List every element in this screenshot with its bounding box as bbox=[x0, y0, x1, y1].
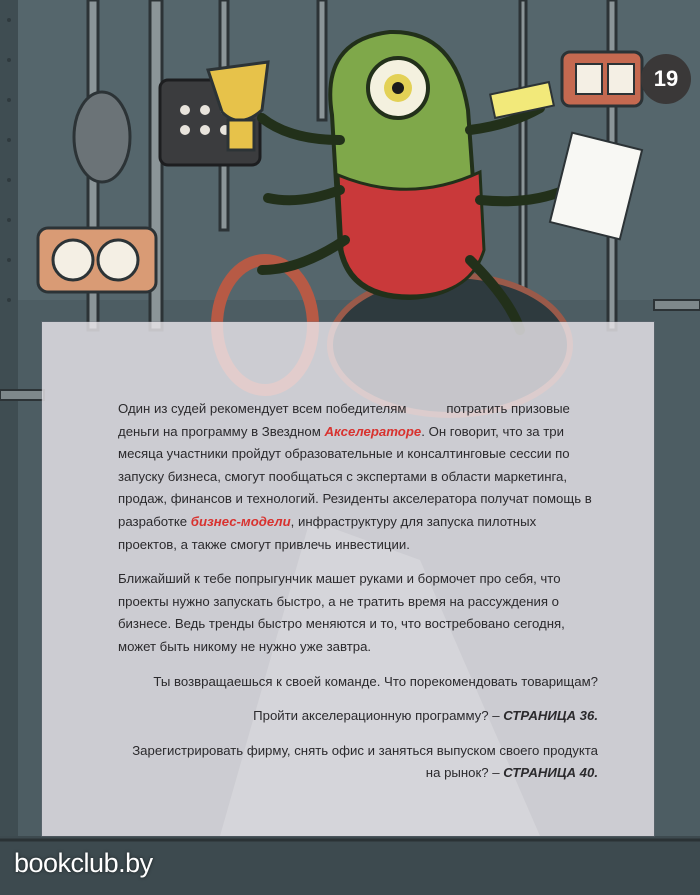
term-business-model: бизнес-модели bbox=[190, 513, 291, 529]
paragraph-text: потратить призовые деньги на программу в Звездном bbox=[118, 401, 570, 439]
story-text bbox=[118, 398, 598, 797]
page-link[interactable]: СТРАНИЦА 40. bbox=[503, 765, 598, 781]
paragraph-text: , инфраструктуру для запуска пилотных проектов, а также смогут привлечь инвестиции. bbox=[118, 513, 537, 552]
paragraph-accelerator bbox=[118, 398, 598, 556]
paragraph-jumper: Ближайший к тебе попрыгунчик машет руками и бормочет про себя, что проекты нужно запускать быстро, а не тратить время на рассуждения о бизнесе. Ведь тренды быстро меняются и то, что востребовано сегодня, может быть никому не нужно уже завтра. bbox=[118, 571, 565, 654]
question: Ты возвращаешься к своей команде. Что порекомендовать товарищам? bbox=[153, 673, 598, 689]
term-accelerator: Акселераторе bbox=[324, 423, 422, 439]
choice-text: Пройти акселерационную программу? – bbox=[253, 708, 504, 724]
choice-startup[interactable] bbox=[118, 740, 598, 785]
choice-accelerator[interactable] bbox=[118, 705, 598, 728]
choice-text: Зарегистрировать фирму, снять офис и заняться выпуском своего продукта на рынок? – bbox=[132, 742, 598, 781]
watermark: bookclub.by bbox=[14, 848, 153, 878]
paragraph-text: . Он говорит, что за три месяца участники пройдут образовательные и консалтинговые сессии по запуску бизнеса, смогут пообщаться с экспертами в области маркетинга, продаж, финансов и технологий. Резиденты акселератора получат помощь в разработке bbox=[118, 423, 592, 529]
page-number: 19 bbox=[641, 54, 691, 104]
paragraph-text: Один из судей рекомендует всем победителям bbox=[118, 401, 407, 416]
page-link[interactable]: СТРАНИЦА 36. bbox=[503, 708, 598, 724]
